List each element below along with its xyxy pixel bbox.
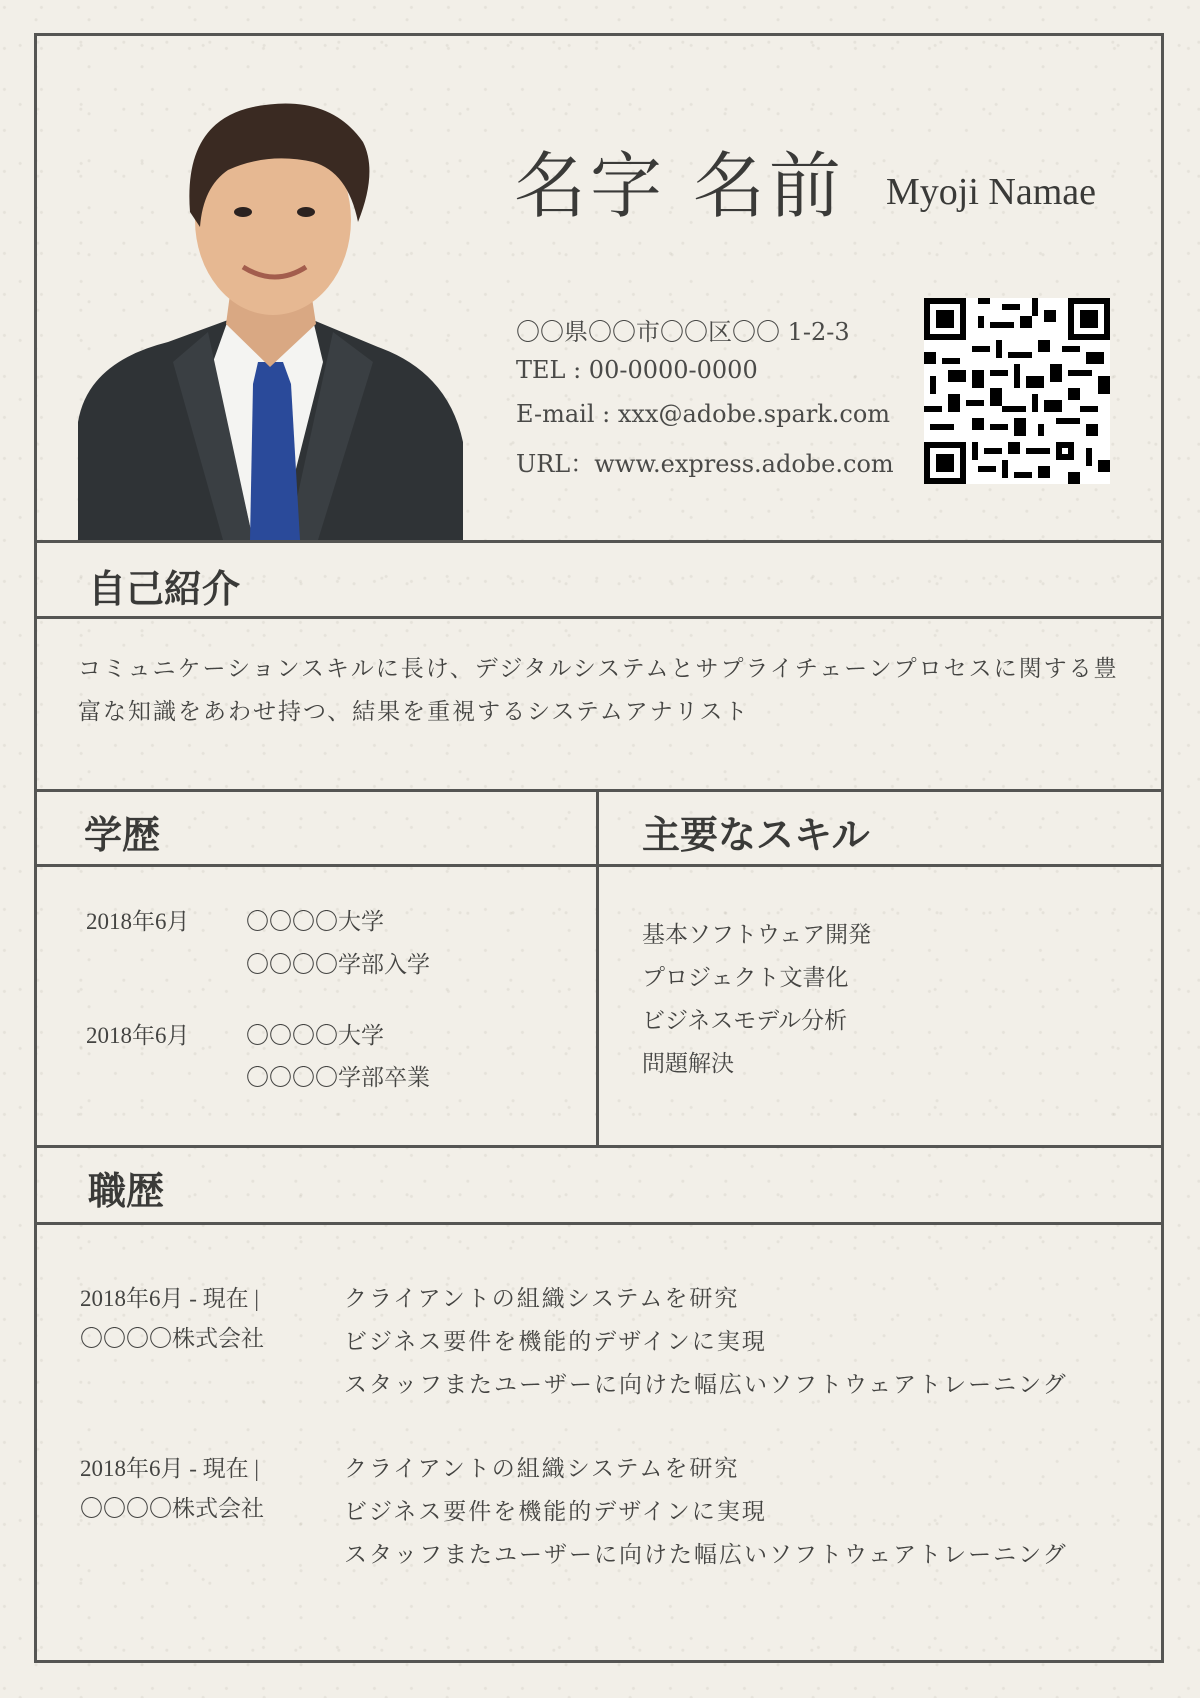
education-school: 〇〇〇〇大学 xyxy=(246,1023,384,1048)
name-japanese: 名字 名前 xyxy=(514,144,845,228)
career-date: 2018年6月 - 現在 | xyxy=(80,1286,260,1311)
career-duty: クライアントの組織システムを研究 xyxy=(344,1286,740,1312)
divider xyxy=(34,616,1164,619)
career-duty: スタッフまたユーザーに向けた幅広いソフトウェアトレーニング xyxy=(344,1372,1068,1398)
education-date: 2018年6月 xyxy=(86,909,190,934)
section-title-career: 職歴 xyxy=(88,1168,165,1213)
skill-item: 問題解決 xyxy=(642,1051,734,1076)
intro-line: 富な知識をあわせ持つ、結果を重視するシステムアナリスト xyxy=(78,699,750,725)
intro-line: コミュニケーションスキルに長け、デジタルシステムとサプライチェーンプロセスに関する豊 xyxy=(78,656,1119,682)
website-url[interactable]: URL：www.express.adobe.com xyxy=(516,450,894,478)
address: 〇〇県〇〇市〇〇区〇〇 1-2-3 xyxy=(516,318,850,346)
career-duty: ビジネス要件を機能的デザインに実現 xyxy=(344,1499,767,1525)
name-romanized: Myoji Namae xyxy=(886,171,1097,213)
career-company: 〇〇〇〇株式会社 xyxy=(80,1326,264,1351)
divider xyxy=(34,1222,1164,1225)
education-detail: 〇〇〇〇学部卒業 xyxy=(246,1065,430,1090)
divider xyxy=(34,864,1164,867)
phone: TEL : 00-0000-0000 xyxy=(516,356,758,384)
portrait-photo xyxy=(78,62,463,540)
section-title-intro: 自己紹介 xyxy=(88,566,241,611)
skill-item: ビジネスモデル分析 xyxy=(642,1008,848,1033)
career-duty: クライアントの組織システムを研究 xyxy=(344,1456,740,1482)
column-divider xyxy=(596,789,599,1148)
career-date: 2018年6月 - 現在 | xyxy=(80,1456,260,1481)
section-title-skills: 主要なスキル xyxy=(642,812,870,857)
qr-code-icon xyxy=(924,298,1110,484)
email[interactable]: E-mail : xxx@adobe.spark.com xyxy=(516,400,891,428)
divider xyxy=(34,540,1164,543)
skill-item: プロジェクト文書化 xyxy=(642,965,849,990)
career-duty: ビジネス要件を機能的デザインに実現 xyxy=(344,1329,767,1355)
career-duty: スタッフまたユーザーに向けた幅広いソフトウェアトレーニング xyxy=(344,1542,1068,1568)
divider xyxy=(34,1145,1164,1148)
divider xyxy=(34,789,1164,792)
education-school: 〇〇〇〇大学 xyxy=(246,909,384,934)
education-date: 2018年6月 xyxy=(86,1023,190,1048)
skill-item: 基本ソフトウェア開発 xyxy=(642,922,872,947)
career-company: 〇〇〇〇株式会社 xyxy=(80,1496,264,1521)
education-detail: 〇〇〇〇学部入学 xyxy=(246,952,430,977)
section-title-education: 学歴 xyxy=(84,812,161,857)
